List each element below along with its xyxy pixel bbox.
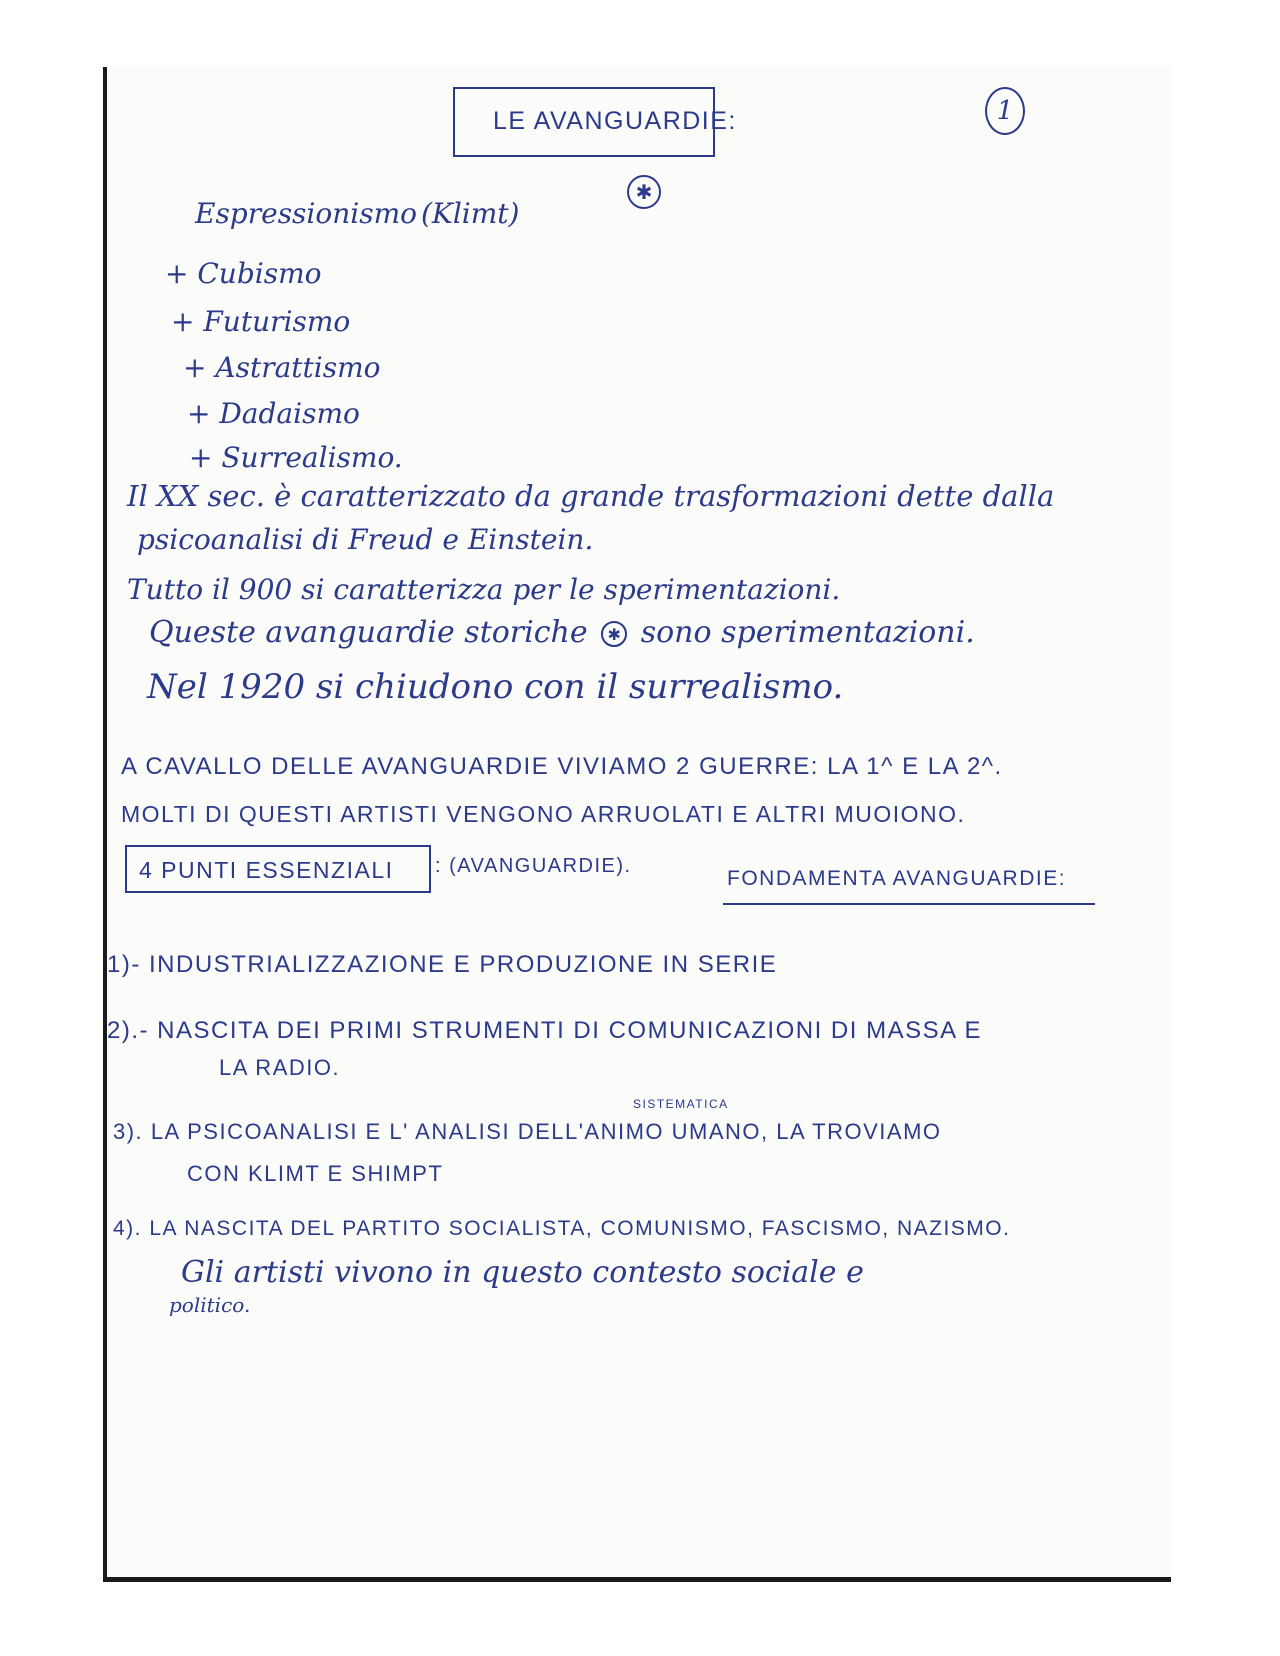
point-text: LA NASCITA DEL PARTITO SOCIALISTA, COMUNISMO, FASCISMO, NAZISMO. (149, 1217, 1011, 1240)
points-box (125, 845, 431, 893)
intro-line (149, 615, 975, 650)
wars-line: MOLTI DI QUESTI ARTISTI VENGONO ARRUOLATI E ALTRI MUOIONO. (121, 801, 966, 827)
movement-first-note: (Klimt) (421, 197, 520, 230)
movement-item: + Futurismo (171, 305, 351, 338)
intro-line-4a: Queste avanguardie storiche (149, 615, 588, 650)
point-4 (113, 1217, 1010, 1241)
point-text-after: DELL'ANIMO UMANO, LA TROVIAMO (517, 1119, 942, 1144)
point-2 (107, 1017, 982, 1045)
movement-item: + Cubismo (165, 257, 322, 290)
point-3-insert: SISTEMATICA (633, 1097, 729, 1111)
point-num: 4). (113, 1217, 143, 1240)
star-icon: ✱ (627, 175, 661, 209)
point-text: INDUSTRIALIZZAZIONE E PRODUZIONE IN SERIE (149, 951, 778, 978)
title-box (453, 87, 737, 157)
movement-item: + Astrattismo (183, 351, 381, 384)
movement-item: + Dadaismo (187, 397, 360, 430)
point-num: 1)- (107, 951, 141, 978)
movement-item: + Surrealismo. (189, 441, 403, 474)
point-text: NASCITA DEI PRIMI STRUMENTI DI COMUNICAZIONI DI MASSA E (157, 1017, 982, 1044)
points-header-boxed: 4 PUNTI ESSENZIALI (139, 857, 394, 883)
page-number: 1 (985, 87, 1025, 135)
intro-line-4b: sono sperimentazioni. (640, 615, 975, 650)
notebook-sheet (103, 67, 1171, 1582)
page-title: LE AVANGUARDIE: (493, 107, 737, 135)
foundations-title: FONDAMENTA AVANGUARDIE: (727, 867, 1067, 890)
foundations-underline (723, 903, 1095, 905)
point-4-cont: Gli artisti vivono in questo contesto sociale e (181, 1255, 864, 1290)
point-num: 3). (113, 1119, 144, 1144)
movement-first: Espressionismo (195, 197, 418, 230)
point-3-cont: CON KLIMT E SHIMPT (187, 1161, 444, 1186)
point-3 (113, 1119, 942, 1145)
point-2-cont: LA RADIO. (219, 1055, 341, 1080)
points-header-note: : (AVANGUARDIE). (435, 855, 632, 877)
intro-line: Tutto il 900 si caratterizza per le sperimentazioni. (127, 573, 841, 606)
point-1 (107, 951, 777, 979)
intro-line: Nel 1920 si chiudono con il surrealismo. (147, 667, 844, 707)
point-4-cont2: politico. (169, 1293, 251, 1317)
intro-line: psicoanalisi di Freud e Einstein. (137, 523, 594, 556)
wars-line: A CAVALLO DELLE AVANGUARDIE VIVIAMO 2 GUERRE: LA 1^ E LA 2^. (121, 753, 1003, 780)
star-icon: ✱ (601, 621, 627, 647)
point-text: LA PSICOANALISI E L' ANALISI (150, 1119, 511, 1144)
point-num: 2).- (107, 1017, 149, 1044)
intro-line: Il XX sec. è caratterizzato da grande trasformazioni dette dalla (127, 479, 1055, 513)
